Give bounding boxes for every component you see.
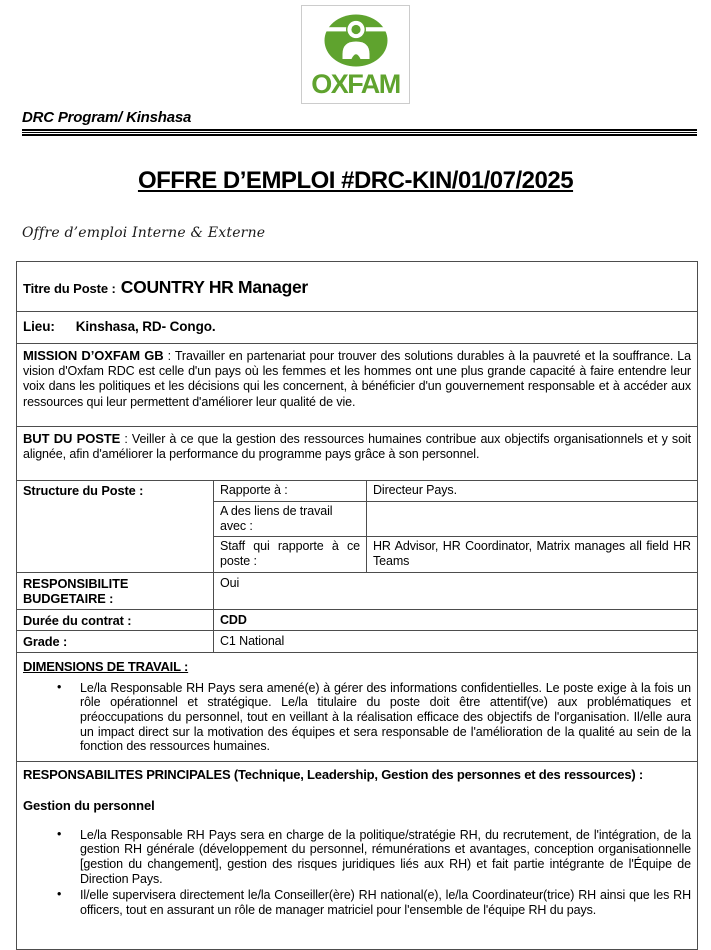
program-line: DRC Program/ Kinshasa	[22, 109, 192, 126]
responsabilites-bullet-1: • Le/la Responsable RH Pays sera en charge de la politique/stratégie RH, du recrutement, de l'intégration, de la gestion RH générale (développement du personnel, rémunérations et avantages, conception organisationnelle [gestion du changement], gestion des risques juridiques liés aux RH) et fait partie intégrante de l'Équipe de Direction Pays.	[23, 828, 691, 887]
structure-du-poste-label: Structure du Poste :	[17, 481, 214, 572]
responsabilites-cell	[17, 761, 698, 949]
liens-de-travail-key: A des liens de travail avec :	[214, 501, 367, 537]
responsabilites-row	[17, 761, 698, 949]
oxfam-person-icon	[302, 14, 409, 67]
duree-contrat-label: Durée du contrat :	[17, 609, 214, 631]
staff-rapporte-value: HR Advisor, HR Coordinator, Matrix manages all field HR Teams	[367, 537, 698, 573]
dimensions-heading: DIMENSIONS DE TRAVAIL :	[23, 659, 189, 674]
liens-de-travail-value	[367, 501, 698, 537]
titre-du-poste-row	[17, 262, 698, 312]
duree-contrat-row	[17, 609, 698, 631]
lieu-row	[17, 312, 698, 343]
duree-contrat-value: CDD	[214, 609, 698, 631]
grade-value: C1 National	[214, 631, 698, 653]
staff-rapporte-key: Staff qui rapporte à ce poste :	[214, 537, 367, 573]
job-offer-table	[16, 261, 698, 950]
oxfam-wordmark: OXFAM	[311, 69, 400, 99]
document-subtitle: Offre d’emploi Interne & Externe	[22, 225, 266, 241]
but-du-poste-row	[17, 426, 698, 481]
titre-du-poste-cell	[17, 262, 698, 312]
responsabilites-heading: RESPONSABILITES PRINCIPALES (Technique, Leadership, Gestion des personnes et des ressources) :	[23, 766, 644, 782]
but-paragraph	[23, 431, 691, 463]
responsabilites-bullet-2: • Il/elle supervisera directement le/la Conseiller(ère) RH national(e), le/la Coordinateur(trice) RH ainsi que les RH officers, tout en assurant un rôle de manager matriciel pour l'ensemble de l'équipe RH du pays.	[23, 888, 691, 917]
mission-label: MISSION D’OXFAM GB	[23, 347, 164, 363]
but-text: : Veiller à ce que la gestion des ressources humaines contribue aux objectifs organisationnels et y soit alignée, afin d'améliorer la performance du programme pays grâce à son personnel.	[23, 431, 691, 462]
mission-text: : Travailler en partenariat pour trouver des solutions durables à la pauvreté et la souffrance. La vision d'Oxfam RDC est celle d'un pays où les femmes et les hommes ont une plus grande capacité à faire entendre leur voix dans les politiques et les décisions qui les concernent, à bénéficier d'un gouvernement responsable et à accéder aux ressources qui leur permettent d'améliorer leur qualité de vie.	[23, 348, 691, 409]
but-du-poste-cell	[17, 426, 698, 481]
dimensions-bullet-list	[23, 681, 691, 754]
lieu-cell	[17, 312, 698, 343]
responsabilite-budgetaire-label: RESPONSIBILITE BUDGETAIRE :	[17, 572, 214, 609]
dimensions-bullet-1: • Le/la Responsable RH Pays sera amené(e) à gérer des informations confidentielles. Le poste exige à la fois un rôle opérationnel et stratégique. Le/la titulaire du poste doit être attentif(ve) aux problématiques et préoccupations du personnel, tout en veillant à la réalisation efficace des objectifs de l'organisation. Il/elle aura un impact direct sur la motivation des équipes et sera responsable de l'amélioration de la qualité au sein de la fonction des ressources humaines.	[23, 681, 691, 754]
grade-row	[17, 631, 698, 653]
rapporte-a-key: Rapporte à :	[214, 481, 367, 501]
dimensions-row	[17, 653, 698, 762]
titre-label: Titre du Poste :	[23, 281, 116, 296]
rapporte-a-value: Directeur Pays.	[367, 481, 698, 501]
mission-row	[17, 343, 698, 426]
responsabilite-budgetaire-row	[17, 572, 698, 609]
structure-row-rapporte	[17, 481, 698, 501]
responsabilite-budgetaire-value: Oui	[214, 572, 698, 609]
but-label: BUT DU POSTE	[23, 430, 121, 446]
oxfam-logo	[301, 5, 410, 104]
mission-cell	[17, 343, 698, 426]
lieu-label: Lieu:	[23, 319, 55, 335]
document-title: OFFRE D’EMPLOI #DRC-KIN/01/07/2025	[137, 167, 574, 194]
document-page	[0, 5, 711, 917]
responsabilites-bullet-list	[23, 828, 691, 918]
dimensions-cell	[17, 653, 698, 762]
gestion-personnel-subheading: Gestion du personnel	[23, 797, 155, 813]
lieu-value: Kinshasa, RD- Congo.	[75, 319, 216, 335]
mission-paragraph	[23, 348, 691, 410]
titre-value: COUNTRY HR Manager	[120, 277, 308, 297]
grade-label: Grade :	[17, 631, 214, 653]
header-divider-rule	[22, 129, 697, 136]
